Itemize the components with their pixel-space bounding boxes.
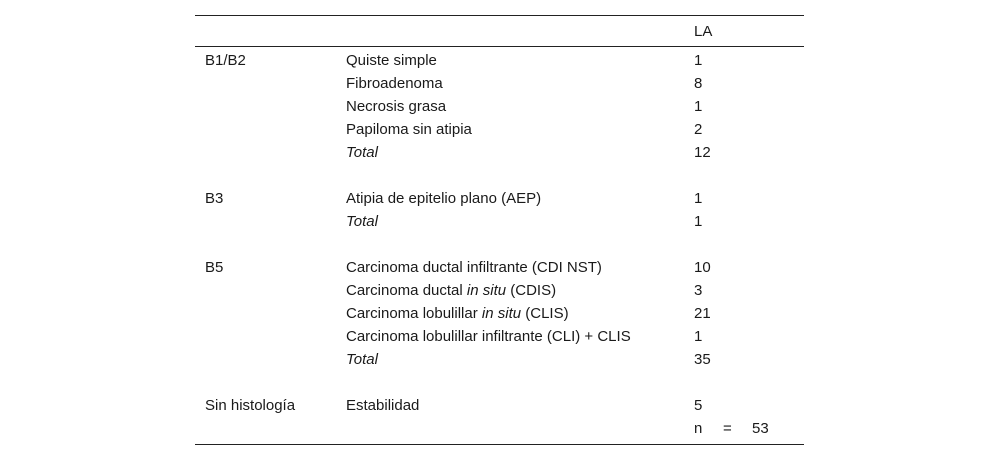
header-la: LA xyxy=(694,23,713,40)
row-label xyxy=(346,282,556,300)
row-label: Carcinoma ductal infiltrante (CDI NST) xyxy=(346,259,602,276)
row-value: 8 xyxy=(694,75,703,92)
n-equals: = xyxy=(723,420,732,437)
label-italic-part: in situ xyxy=(466,282,507,299)
row-value: 1 xyxy=(694,98,703,115)
row-value: 1 xyxy=(694,328,703,345)
table-header-rule xyxy=(195,46,804,47)
category-sin-histologia: Sin histología xyxy=(205,397,296,414)
row-label: Necrosis grasa xyxy=(346,98,447,115)
row-label: Fibroadenoma xyxy=(346,75,443,92)
label-part: Carcinoma lobulillar xyxy=(346,305,482,322)
total-value: 1 xyxy=(694,213,703,230)
row-label: Quiste simple xyxy=(346,52,437,69)
n-label: n xyxy=(694,420,703,437)
total-value: 35 xyxy=(694,351,711,368)
row-label: Carcinoma lobulillar infiltrante (CLI) + CLIS xyxy=(346,328,631,345)
total-label: Total xyxy=(346,144,378,161)
row-label: Papiloma sin atipia xyxy=(346,121,472,138)
total-value: 12 xyxy=(694,144,711,161)
label-part: (CDIS) xyxy=(506,282,557,299)
total-label: Total xyxy=(346,351,378,368)
row-label: Atipia de epitelio plano (AEP) xyxy=(346,190,542,207)
label-part: Carcinoma ductal xyxy=(346,282,467,299)
total-label: Total xyxy=(346,213,378,230)
row-value: 5 xyxy=(694,397,703,414)
row-label: Estabilidad xyxy=(346,397,420,414)
label-italic-part: in situ xyxy=(481,305,522,322)
category-b1-b2: B1/B2 xyxy=(205,52,246,69)
row-value: 1 xyxy=(694,190,703,207)
row-label xyxy=(346,305,569,323)
table-bottom-rule xyxy=(195,444,804,445)
category-b3: B3 xyxy=(205,190,224,207)
label-part: (CLIS) xyxy=(521,305,569,322)
row-value: 2 xyxy=(694,121,703,138)
category-b5: B5 xyxy=(205,259,224,276)
row-value: 21 xyxy=(694,305,711,322)
sample-size xyxy=(694,420,804,438)
row-value: 3 xyxy=(694,282,703,299)
row-value: 1 xyxy=(694,52,703,69)
table-top-rule xyxy=(195,15,804,16)
row-value: 10 xyxy=(694,259,711,276)
n-value: 53 xyxy=(752,420,769,437)
